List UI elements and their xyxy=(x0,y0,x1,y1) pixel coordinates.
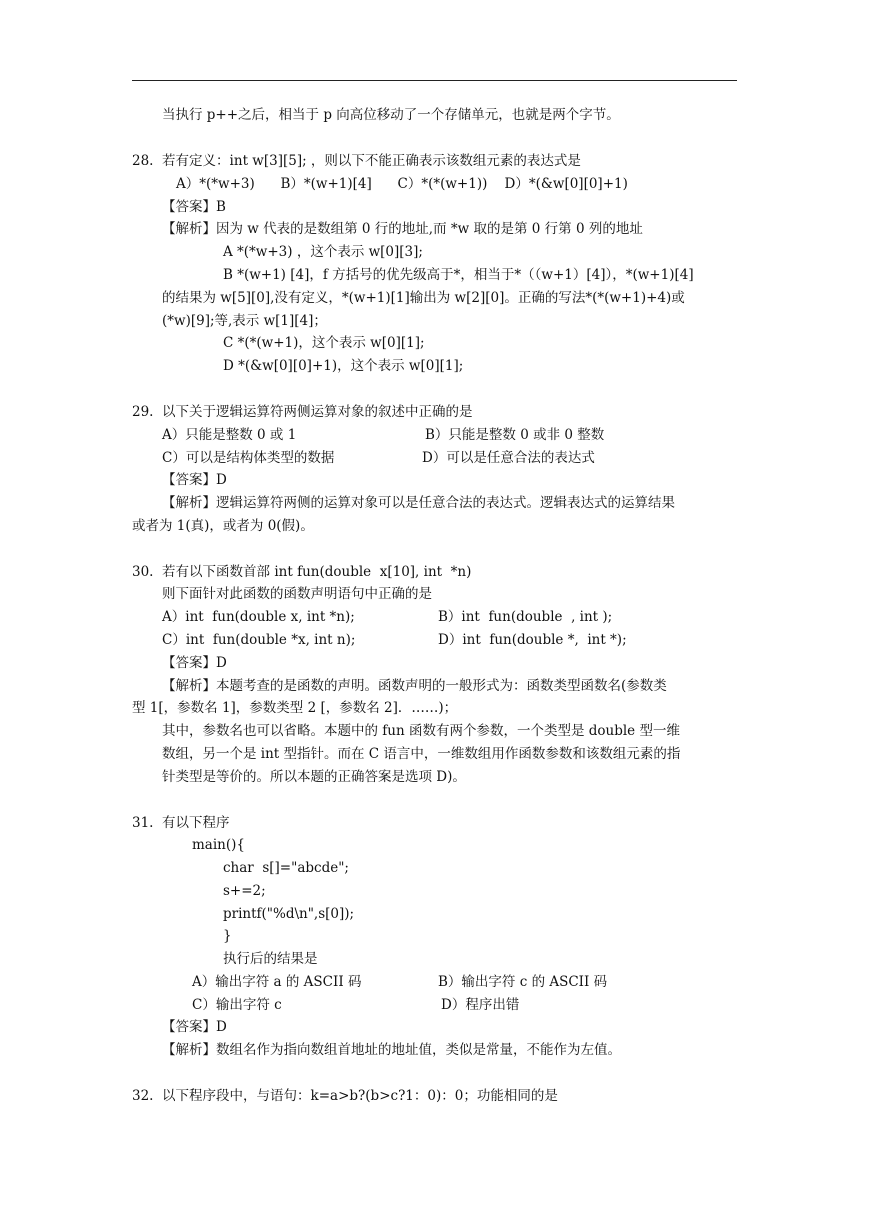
intro-text: 当执行 p++之后，相当于 p 向高位移动了一个存储单元，也就是两个字节。 xyxy=(162,107,620,123)
q31-code-line: printf("%d\n",s[0]); xyxy=(223,906,355,922)
q31-code-line: } xyxy=(223,928,232,944)
q31-analysis: 【解析】数组名作为指向数组首地址的地址值，类似是常量，不能作为左值。 xyxy=(162,1042,621,1058)
q31-option-b: B）输出字符 c 的 ASCII 码 xyxy=(438,974,608,990)
q29-option-b: B）只能是整数 0 或非 0 整数 xyxy=(425,427,605,443)
question-29: 29. 以下关于逻辑运算符两侧运算对象的叙述中正确的是 xyxy=(132,404,473,420)
q30-question-line-2: 则下面针对此函数的函数声明语句中正确的是 xyxy=(162,586,432,602)
q28-analysis-line: D *(&w[0][0]+1)，这个表示 w[0][1]; xyxy=(223,358,464,374)
q29-option-c: C）可以是结构体类型的数据 xyxy=(162,450,335,466)
q30-option-a: A）int fun(double x, int *n); xyxy=(162,609,355,625)
q29-option-d: D）可以是任意合法的表达式 xyxy=(422,450,595,466)
q30-analysis-line: 数组，另一个是 int 型指针。而在 C 语言中，一维数组用作函数参数和该数组元素的指 xyxy=(162,746,681,762)
q29-analysis-line: 【解析】逻辑运算符两侧的运算对象可以是任意合法的表达式。逻辑表达式的运算结果 xyxy=(162,495,675,511)
q28-analysis-line: C *(*(w+1)，这个表示 w[0][1]; xyxy=(223,335,425,351)
q28-analysis-line: A *(*w+3) ，这个表示 w[0][3]; xyxy=(223,244,423,260)
q29-answer: 【答案】D xyxy=(162,472,227,488)
q31-code-line: char s[]="abcde"; xyxy=(223,860,349,876)
q31-option-d: D）程序出错 xyxy=(441,997,520,1013)
q28-answer: 【答案】B xyxy=(162,199,226,215)
q30-analysis-line: 其中，参数名也可以省略。本题中的 fun 函数有两个参数，一个类型是 double 型一维 xyxy=(162,723,680,739)
q30-analysis-line: 针类型是等价的。所以本题的正确答案是选项 D)。 xyxy=(162,769,466,785)
question-31: 31. 有以下程序 xyxy=(132,815,230,831)
q31-code-line: s+=2; xyxy=(223,883,266,899)
q30-option-b: B）int fun(double , int ); xyxy=(438,609,613,625)
q28-options: A）*(*w+3) B）*(w+1)[4] C）*(*(w+1)) D）*(&w[0][0]+1) xyxy=(176,176,628,192)
q30-analysis-line: 【解析】本题考查的是函数的声明。函数声明的一般形式为：函数类型函数名(参数类 xyxy=(162,678,667,694)
question-28: 28. 若有定义：int w[3][5]; ，则以下不能正确表示该数组元素的表达式是 xyxy=(132,153,581,169)
q30-option-d: D）int fun(double *, int *); xyxy=(438,632,627,648)
q31-code-line: main(){ xyxy=(192,837,245,853)
question-32: 32. 以下程序段中，与语句：k=a>b?(b>c?1：0)：0；功能相同的是 xyxy=(132,1088,558,1104)
q28-analysis-line: (*w)[9];等,表示 w[1][4]； xyxy=(162,313,327,329)
q30-answer: 【答案】D xyxy=(162,655,227,671)
q30-analysis-line: 型 1[，参数名 1]，参数类型 2 [，参数名 2]．……)； xyxy=(132,700,458,716)
q29-analysis-line: 或者为 1(真)，或者为 0(假)。 xyxy=(132,518,314,534)
q28-analysis-line: 【解析】因为 w 代表的是数组第 0 行的地址,而 *w 取的是第 0 行第 0 列的地址 xyxy=(162,221,643,237)
q31-result-prompt: 执行后的结果是 xyxy=(223,951,318,967)
q29-option-a: A）只能是整数 0 或 1 xyxy=(162,427,297,443)
q30-option-c: C）int fun(double *x, int n); xyxy=(162,632,356,648)
q31-option-c: C）输出字符 c xyxy=(192,997,282,1013)
q31-answer: 【答案】D xyxy=(162,1019,227,1035)
q28-analysis-line: 的结果为 w[5][0],没有定义，*(w+1)[1]输出为 w[2][0]。正确的写法*(*(w+1)+4)或 xyxy=(162,290,685,306)
q28-analysis-line: B *(w+1) [4]，f 方括号的优先级高于*，相当于*（（w+1）[4]），*(w+1)[4] xyxy=(223,267,694,283)
question-30: 30. 若有以下函数首部 int fun(double x[10], int *n) xyxy=(132,564,472,580)
header-rule xyxy=(132,80,737,81)
q31-option-a: A）输出字符 a 的 ASCII 码 xyxy=(192,974,362,990)
